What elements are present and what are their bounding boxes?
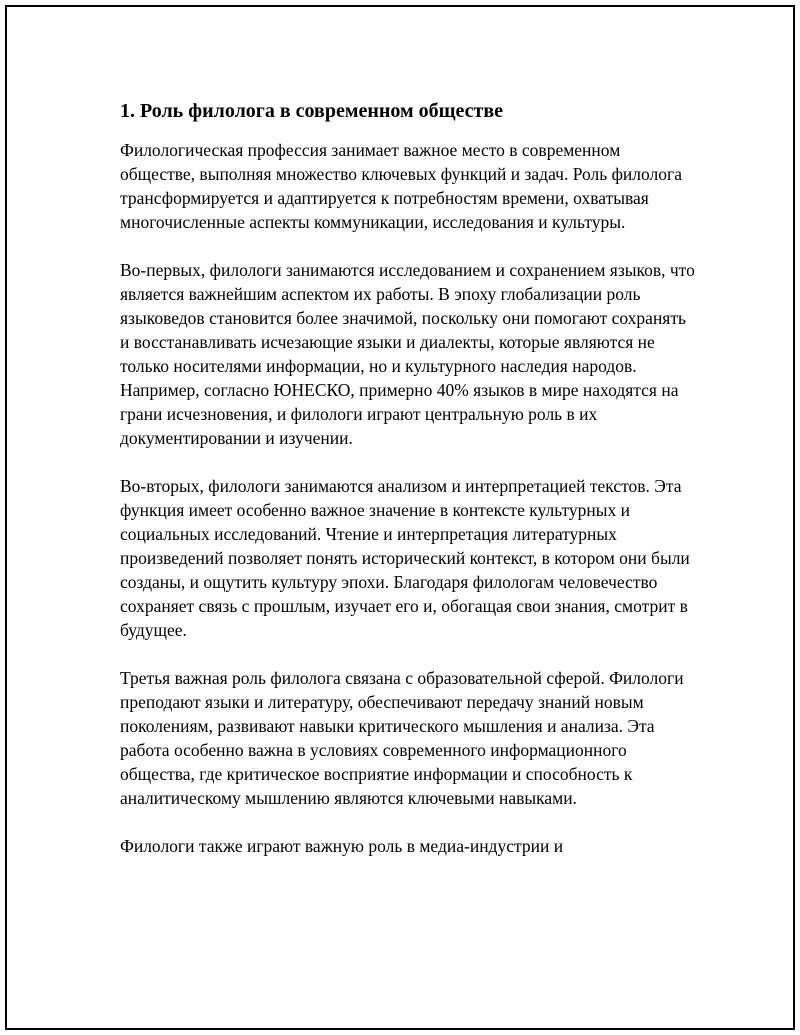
section-title: 1. Роль филолога в современном обществе (120, 100, 504, 122)
page-frame (5, 5, 795, 1030)
paragraph-second-role: Во-вторых, филологи занимаются анализом и интерпретацией текстов. Эта функция имеет особенно важное значение в контексте культурных и социальных исследований. Чтение и интерпретация литературных произведений позволяет понять исторический контекст, в котором они были созданы, и ощутить культуру эпохи. Благодаря филологам человечество сохраняет связь с прошлым, изучает его и, обогащая свои знания, смотрит в будущее. (120, 476, 690, 640)
paragraph-intro: Филологическая профессия занимает важное место в современном обществе, выполняя множество ключевых функций и задач. Роль филолога трансформируется и адаптируется к потребностям времени, охватывая многочисленные аспекты коммуникации, исследования и культуры. (120, 140, 682, 232)
document-body (120, 97, 695, 882)
paragraph-media-role: Филологи также играют важную роль в медиа-индустрии и (120, 836, 564, 856)
paragraph-first-role: Во-первых, филологи занимаются исследованием и сохранением языков, что является важнейшим аспектом их работы. В эпоху глобализации роль языковедов становится более значимой, поскольку они помогают сохранять и восстанавливать исчезающие языки и диалекты, которые являются не только носителями информации, но и культурного наследия народов. Например, согласно ЮНЕСКО, примерно 40% языков в мире находятся на грани исчезновения, и филологи играют центральную роль в их документировании и изучении. (120, 260, 695, 448)
paragraph-third-role: Третья важная роль филолога связана с образовательной сферой. Филологи преподают языки и литературу, обеспечивают передачу знаний новым поколениям, развивают навыки критического мышления и анализа. Эта работа особенно важна в условиях современного информационного общества, где критическое восприятие информации и способность к аналитическому мышлению являются ключевыми навыками. (120, 668, 684, 808)
